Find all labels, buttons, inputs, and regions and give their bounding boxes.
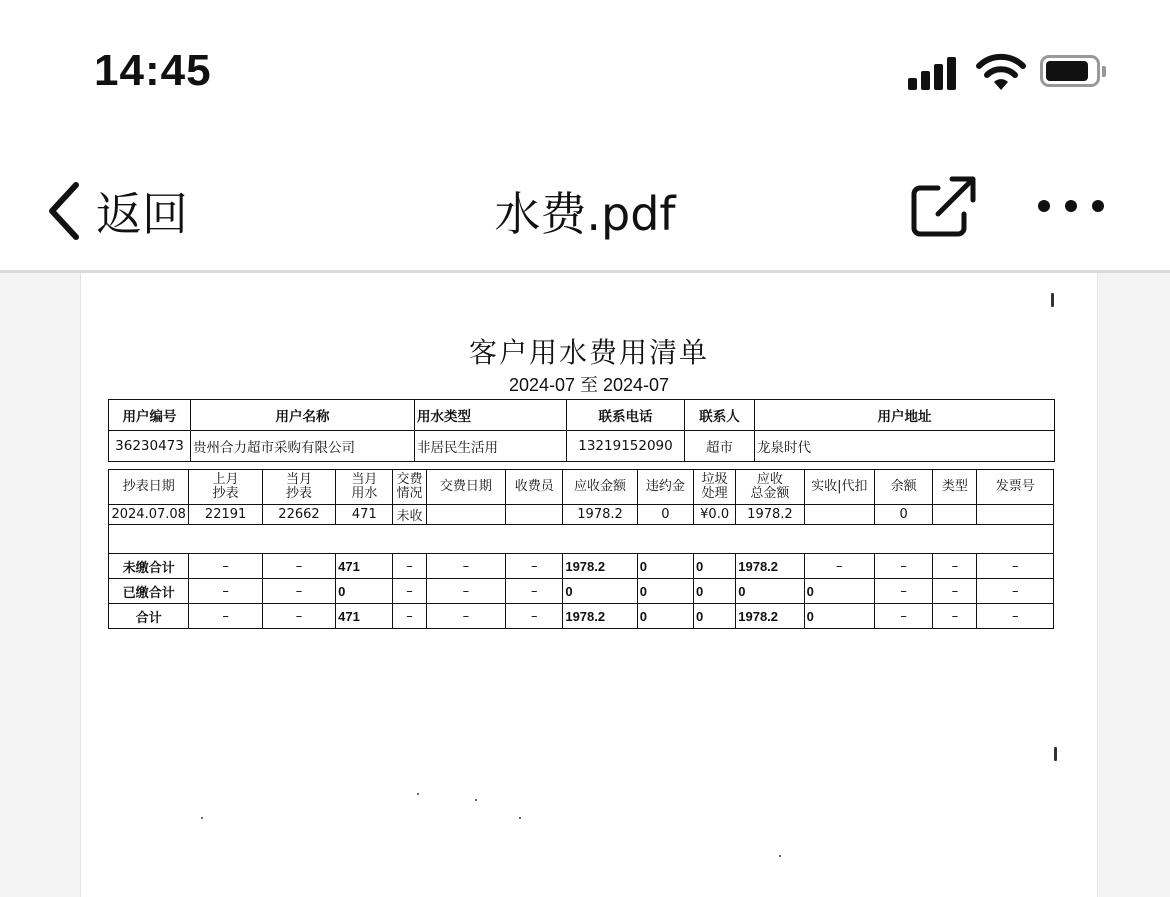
status-bar xyxy=(0,0,1170,140)
summary-label: 未缴合计 xyxy=(109,554,189,579)
contact-phone: 13219152090 xyxy=(567,431,685,462)
summary-cell: 0 xyxy=(694,604,736,629)
summary-cell: 0 xyxy=(336,579,393,604)
status-time: 14:45 xyxy=(94,46,212,95)
summary-cell: – xyxy=(262,554,335,579)
summary-cell: 0 xyxy=(563,579,637,604)
summary-cell: – xyxy=(977,579,1054,604)
billing-cell: 22191 xyxy=(189,505,262,525)
summary-cell: – xyxy=(262,604,335,629)
billing-header-cell: 收费员 xyxy=(506,470,563,505)
billing-header-row xyxy=(109,470,1054,505)
summary-cell: – xyxy=(874,604,932,629)
billing-cell: 未收 xyxy=(393,505,426,525)
battery-icon xyxy=(1040,55,1106,89)
scan-mark xyxy=(1051,293,1054,307)
summary-label: 合计 xyxy=(109,604,189,629)
billing-cell xyxy=(506,505,563,525)
summary-cell: – xyxy=(426,579,505,604)
summary-cell: 1978.2 xyxy=(736,604,804,629)
spacer-cell xyxy=(109,525,1054,554)
billing-cell xyxy=(804,505,874,525)
spacer-row xyxy=(109,525,1054,554)
document-title: 客户用水费用清单 xyxy=(468,336,709,369)
billing-header-cell: 上月 抄表 xyxy=(189,470,262,505)
summary-cell: 0 xyxy=(736,579,804,604)
billing-header-cell: 余额 xyxy=(874,470,932,505)
back-label: 返回 xyxy=(96,187,188,241)
summary-cell: – xyxy=(393,604,426,629)
customer-header: 用户地址 xyxy=(755,400,1055,431)
scan-mark xyxy=(519,817,521,819)
billing-header-cell: 违约金 xyxy=(637,470,693,505)
billing-header-cell: 垃圾 处理 xyxy=(694,470,736,505)
signal-icon xyxy=(908,56,958,90)
summary-cell: – xyxy=(189,579,262,604)
customer-header: 用户编号 xyxy=(109,400,191,431)
billing-cell: 1978.2 xyxy=(736,505,804,525)
billing-header-cell: 应收 总金额 xyxy=(736,470,804,505)
billing-header-cell: 实收|代扣 xyxy=(804,470,874,505)
billing-cell xyxy=(426,505,505,525)
customer-header: 用水类型 xyxy=(415,400,567,431)
summary-cell: – xyxy=(262,579,335,604)
billing-cell: 2024.07.08 xyxy=(109,505,189,525)
billing-header-cell: 交费 情况 xyxy=(393,470,426,505)
summary-cell: – xyxy=(426,604,505,629)
billing-data-row xyxy=(109,505,1054,525)
summary-row-total xyxy=(109,604,1054,629)
summary-cell: – xyxy=(393,579,426,604)
summary-cell: – xyxy=(933,554,977,579)
customer-header: 联系人 xyxy=(685,400,755,431)
billing-table xyxy=(108,469,1054,629)
summary-cell: 0 xyxy=(637,579,693,604)
summary-cell: – xyxy=(874,554,932,579)
summary-cell: – xyxy=(933,604,977,629)
billing-cell: 1978.2 xyxy=(563,505,637,525)
customer-address: 龙泉时代 xyxy=(755,431,1055,462)
more-icon[interactable] xyxy=(1034,188,1110,224)
scan-mark xyxy=(475,799,477,801)
contact-person: 超市 xyxy=(685,431,755,462)
summary-cell: – xyxy=(393,554,426,579)
scan-mark xyxy=(779,855,781,857)
billing-header-cell: 抄表日期 xyxy=(109,470,189,505)
summary-cell: – xyxy=(506,604,563,629)
billing-cell: 0 xyxy=(637,505,693,525)
billing-cell xyxy=(977,505,1054,525)
billing-cell: 471 xyxy=(336,505,393,525)
billing-header-cell: 当月 用水 xyxy=(336,470,393,505)
summary-label: 已缴合计 xyxy=(109,579,189,604)
customer-info-table xyxy=(108,399,1055,462)
billing-cell: 0 xyxy=(874,505,932,525)
summary-cell: 1978.2 xyxy=(563,604,637,629)
file-title: 水费.pdf xyxy=(494,187,676,241)
summary-row-unpaid xyxy=(109,554,1054,579)
summary-cell: 0 xyxy=(694,554,736,579)
customer-value-row xyxy=(109,431,1055,462)
scan-mark xyxy=(201,817,203,819)
share-icon[interactable] xyxy=(908,174,978,240)
billing-header-cell: 发票号 xyxy=(977,470,1054,505)
summary-cell: 0 xyxy=(637,554,693,579)
summary-cell: – xyxy=(506,554,563,579)
scan-mark xyxy=(417,793,419,795)
scan-mark xyxy=(1054,747,1057,761)
summary-cell: – xyxy=(506,579,563,604)
summary-cell: – xyxy=(874,579,932,604)
billing-header-cell: 类型 xyxy=(933,470,977,505)
summary-cell: – xyxy=(189,554,262,579)
nav-bar xyxy=(0,150,1170,270)
summary-cell: – xyxy=(977,604,1054,629)
summary-cell: – xyxy=(189,604,262,629)
summary-cell: – xyxy=(977,554,1054,579)
summary-cell: 0 xyxy=(804,604,874,629)
billing-header-cell: 当月 抄表 xyxy=(262,470,335,505)
summary-cell: 0 xyxy=(637,604,693,629)
customer-header: 联系电话 xyxy=(567,400,685,431)
customer-header-row xyxy=(109,400,1055,431)
summary-cell: 0 xyxy=(804,579,874,604)
summary-cell: 0 xyxy=(694,579,736,604)
billing-cell xyxy=(933,505,977,525)
wifi-icon xyxy=(974,52,1028,92)
customer-header: 用户名称 xyxy=(191,400,415,431)
billing-header-cell: 交费日期 xyxy=(426,470,505,505)
billing-header-cell: 应收金额 xyxy=(563,470,637,505)
summary-cell: – xyxy=(426,554,505,579)
summary-cell: 471 xyxy=(336,554,393,579)
billing-cell: ¥0.0 xyxy=(694,505,736,525)
summary-row-paid xyxy=(109,579,1054,604)
summary-cell: – xyxy=(804,554,874,579)
document-date-range: 2024-07 至 2024-07 xyxy=(508,375,670,395)
customer-name: 贵州合力超市采购有限公司 xyxy=(191,431,415,462)
water-type: 非居民生活用 xyxy=(415,431,567,462)
billing-cell: 22662 xyxy=(262,505,335,525)
summary-cell: 471 xyxy=(336,604,393,629)
pdf-page xyxy=(80,273,1098,897)
pdf-viewer[interactable] xyxy=(0,273,1170,897)
customer-id: 36230473 xyxy=(109,431,191,462)
summary-cell: 1978.2 xyxy=(736,554,804,579)
summary-cell: – xyxy=(933,579,977,604)
summary-cell: 1978.2 xyxy=(563,554,637,579)
